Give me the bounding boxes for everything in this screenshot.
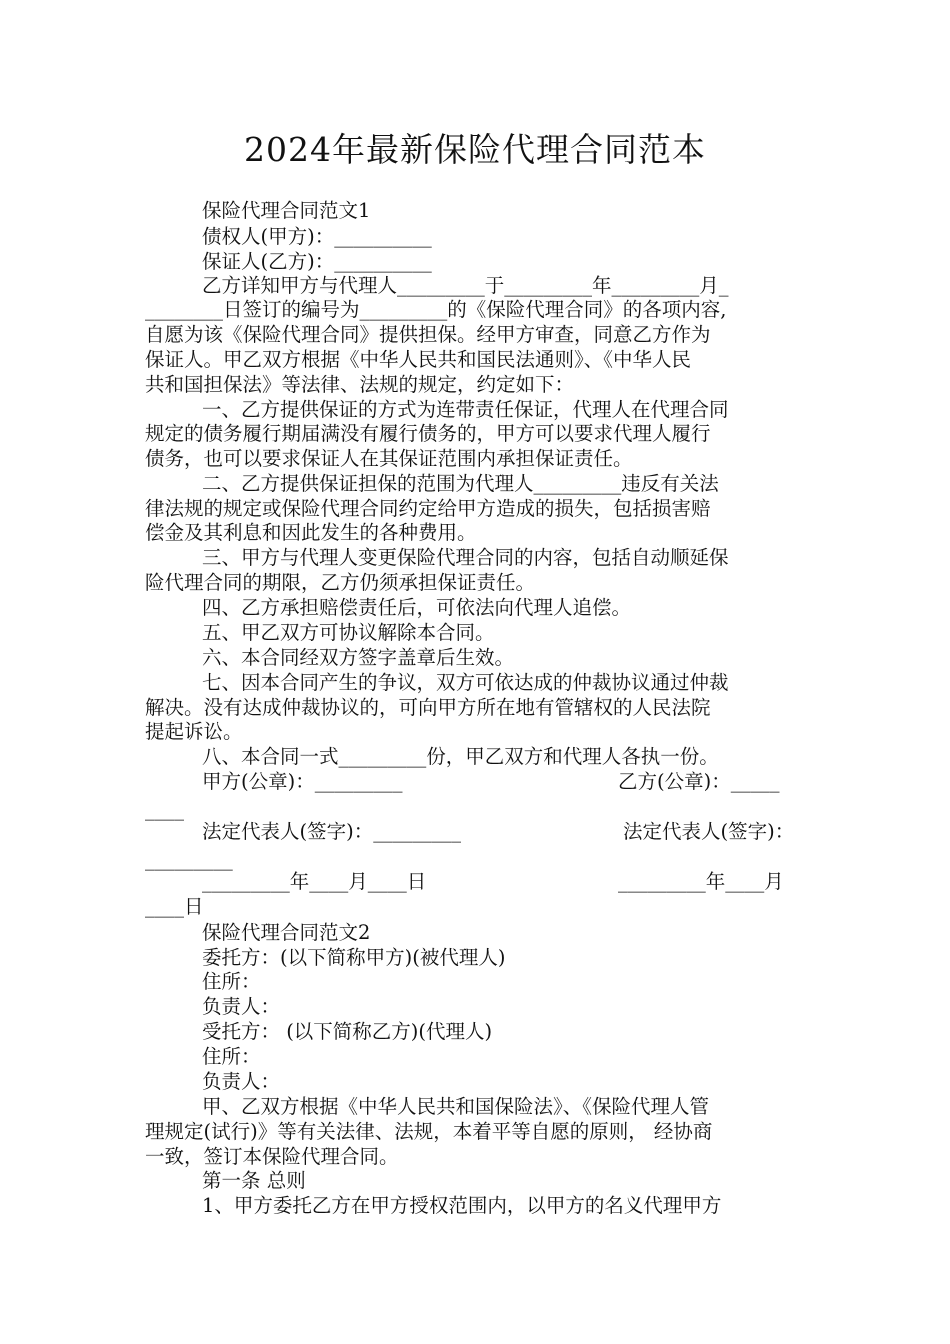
text-line: 委托方：(以下简称甲方)(被代理人): [202, 946, 506, 969]
creditor-line: 债权人(甲方)：__________: [202, 225, 432, 248]
text-line: 律法规的规定或保险代理合同约定给甲方造成的损失，包括损害赔: [145, 497, 711, 520]
text-line: 受托方： (以下简称乙方)(代理人): [202, 1020, 493, 1043]
text-line: 负责人：: [202, 995, 281, 1018]
clause-line: 二、乙方提供保证担保的范围为代理人_________违反有关法: [202, 472, 719, 495]
clause-line: 八、本合同一式_________份，甲乙双方和代理人各执一份。: [202, 745, 719, 768]
text-line: 偿金及其利息和因此发生的各种费用。: [145, 521, 477, 544]
clause-line: 六、本合同经双方签字盖章后生效。: [202, 646, 515, 669]
text-line: 负责人：: [202, 1070, 281, 1093]
article-heading: 第一条 总则: [202, 1169, 306, 1192]
text-line: 解决。没有达成仲裁协议的，可向甲方所在地有管辖权的人民法院: [145, 696, 711, 719]
text-line: ____日: [145, 895, 204, 918]
clause-line: 三、甲方与代理人变更保险代理合同的内容，包括自动顺延保: [202, 546, 729, 569]
clause-line: 七、因本合同产生的争议，双方可依达成的仲裁协议通过仲裁: [202, 671, 729, 694]
text-line: 债务，也可以要求保证人在其保证范围内承担保证责任。: [145, 447, 633, 470]
party-a-seal: 甲方(公章)：_________: [202, 770, 403, 793]
document-title: 2024年最新保险代理合同范本: [244, 130, 706, 169]
clause-line: 一、乙方提供保证的方式为连带责任保证，代理人在代理合同: [202, 398, 729, 421]
text-line: 提起诉讼。: [145, 720, 243, 743]
text-line: 1、甲方委托乙方在甲方授权范围内，以甲方的名义代理甲方: [202, 1194, 722, 1217]
text-line: 一致，签订本保险代理合同。: [145, 1145, 399, 1168]
text-line: ________日签订的编号为_________的《保险代理合同》的各项内容,: [145, 298, 727, 321]
party-b-representative: 法定代表人(签字)：: [623, 820, 795, 843]
party-a-date: _________年____月____日: [202, 870, 427, 893]
text-line: ____: [145, 798, 184, 821]
guarantor-line: 保证人(乙方)：__________: [202, 250, 432, 273]
text-line: 保证人。甲乙双方根据《中华人民共和国民法通则》、《中华人民: [145, 348, 692, 371]
party-a-representative: 法定代表人(签字)：_________: [202, 820, 461, 843]
party-b-seal: 乙方(公章)：_____: [618, 770, 780, 793]
text-line: 住所：: [202, 970, 261, 993]
clause-line: 五、甲乙双方可协议解除本合同。: [202, 621, 495, 644]
text-line: 规定的债务履行期届满没有履行债务的，甲方可以要求代理人履行: [145, 422, 711, 445]
text-line: 乙方详知甲方与代理人_________于_________年_________月_: [202, 274, 729, 297]
text-line: 住所：: [202, 1045, 261, 1068]
text-line: 甲、乙双方根据《中华人民共和国保险法》、《保险代理人管: [202, 1095, 710, 1118]
text-line: 险代理合同的期限，乙方仍须承担保证责任。: [145, 571, 536, 594]
text-line: 理规定(试行)》等有关法律、法规，本着平等自愿的原则， 经协商: [145, 1120, 713, 1143]
section-heading: 保险代理合同范文2: [202, 921, 371, 944]
clause-line: 四、乙方承担赔偿责任后，可依法向代理人追偿。: [202, 596, 632, 619]
party-b-date: _________年____月: [618, 870, 784, 893]
text-line: 共和国担保法》等法律、法规的规定，约定如下：: [145, 373, 575, 396]
section-heading: 保险代理合同范文1: [202, 199, 371, 222]
text-line: _________: [145, 848, 233, 871]
text-line: 自愿为该《保险代理合同》提供担保。经甲方审查，同意乙方作为: [145, 323, 711, 346]
